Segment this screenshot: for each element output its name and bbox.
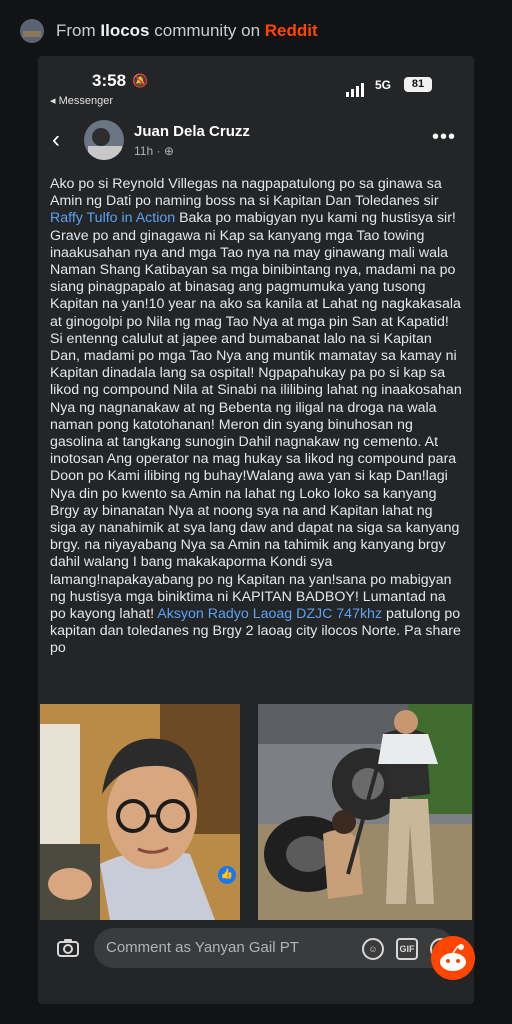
post-time: 11h · [134,144,161,158]
community-name[interactable]: Ilocos [100,21,150,40]
more-dots-icon[interactable]: ••• [431,126,456,148]
mute-bell-icon: 🔕 [132,73,149,88]
battery-icon: 81 [404,77,432,92]
like-icon: 👍 [218,866,236,884]
comment-input[interactable] [94,928,454,968]
gif-icon[interactable]: GIF [396,938,418,960]
facebook-post-screenshot [38,56,474,1004]
author-avatar[interactable] [84,120,124,160]
post-text-2: Baka po mabigyan nyu kami ng hustisya sir! Grave po and ginagawa ni Kap sa kanyang mga Tao towing inaakusahan nya and mga Tao nya na may ginawang mali wala Naman Shang Katibayan sa mga binibintang nya, madami na po siang pinagpapalo at binasag ang pagmumuka yang tusong Kapitan na yan!10 year na ako sa kanila at Lahat ng nagkakasala at ginogolpi po Nila ng mag Tao Nya at mga pin San at Kapatid! Si entenng calulut at japee and bumabanat lalo na si Kapitan Dan, madami po mga Tao Nya ang muntik mamatay sa kamay ni Kapitan dinadala lang sa ospital! Ngpapahukay pa po si kap sa likod ng compound Nila at Sinabi na ililibing lahat ng inaakosahan Nya ng nagnanakaw at ng Bebenta ng iligal na droga na wala naman pong katotohanan! Meron din syang binuhosan ng gasolina at tangkang sunogin Dahil nagnakaw ng cemento. At inotosan Ang operator na mag hukay sa likod ng compound para Doon po Kami ilibing ng buhay!Walang awa yan si kap Dan!lagi Nya din po kwento sa Amin na lahat ng Loko loko sa kanyang Brgy ay binanatan Nya at noong sya na and Kapitan lahat ng siga ay nanahimik at sya lang daw and dapat na siga sa kanyang brgy. na niyayabang Nya sa Amin na tahimik ang kanyang brgy dahil walang I bang makakaporma Kondi sya lamang!napakayabang po ng Kapitan na yan!sana po mabigyan ng hustisya mga biniktima ni KAPITAN BADBOY! Lumantad na po kayong lahat! [50,210,462,623]
sticker-icon[interactable]: ☺ [362,938,384,960]
post-header [38,116,474,166]
network-label: 5G [375,78,392,92]
post-text-3: patulong po kapitan dan toledanes ng Brgy 2 laoag city ilocos Norte. Pa share po [50,606,461,657]
outdoor-photo[interactable] [258,704,472,920]
source-middle: community on [149,21,265,40]
back-arrow-icon[interactable]: ‹ [52,126,60,153]
reddit-brand[interactable]: Reddit [264,21,318,40]
source-prefix: From [56,21,101,40]
outdoor-illustration [258,704,472,920]
post-text-1: Ako po si Reynold Villegas na nagpapatulong po sa ginawa sa Amin ng Dati po naming boss na si Kapitan Dan Toledanes sir [50,176,442,210]
post-body [50,176,462,658]
comment-placeholder: Comment as Yanyan Gail PT [106,939,299,956]
post-media[interactable] [40,704,472,920]
status-bar [38,56,474,114]
reddit-source-bar [0,0,512,64]
mention-raffy-tulfo[interactable]: Raffy Tulfo in Action [50,210,176,227]
community-avatar[interactable] [20,19,44,43]
selfie-photo[interactable] [40,704,240,920]
back-to-messenger[interactable]: ◂ Messenger [50,95,113,107]
source-text [56,21,318,41]
comment-bar [38,926,474,972]
signal-icon [346,79,366,97]
post-meta [134,144,174,158]
camera-icon[interactable] [56,936,80,960]
selfie-illustration [40,704,240,920]
clock: 3:58 [92,71,127,90]
mention-aksyon-radyo[interactable]: Aksyon Radyo Laoag DZJC 747khz [157,606,383,623]
author-name[interactable]: Juan Dela Cruzz [134,123,250,140]
globe-icon: ⊕ [163,144,174,158]
reddit-snoo-icon[interactable] [431,936,475,980]
